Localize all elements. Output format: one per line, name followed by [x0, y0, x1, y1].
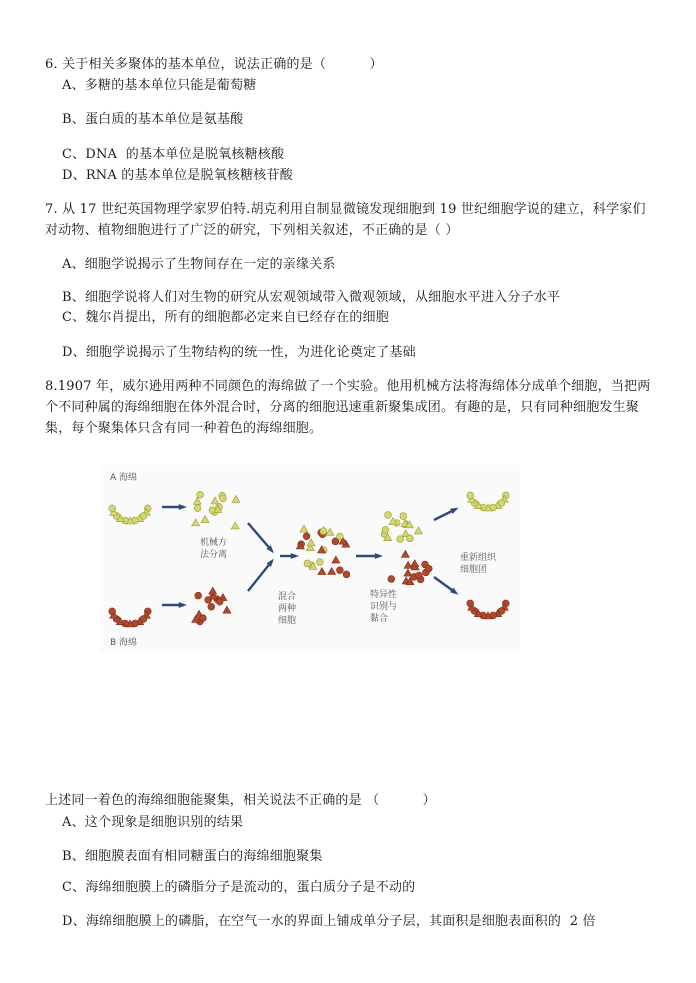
q7-option-c: C、魏尔肖提出，所有的细胞都必定来自已经存在的细胞 — [62, 310, 389, 325]
step2-label-line1: 混合 — [278, 592, 297, 602]
aggregating-b-cell — [416, 572, 423, 579]
step3-label-line2: 识别与 — [370, 602, 398, 612]
step3-label-line3: 黏合 — [370, 614, 389, 624]
q8-option-b: B、细胞膜表面有相同糖蛋白的海绵细胞聚集 — [62, 849, 323, 864]
q7-stem-line1: 7. 从 17 世纪英国物理学家罗伯特.胡克利用自制显微镜发现细胞到 19 世纪细胞学说的建立，科学家们 — [45, 202, 646, 217]
mixed-cell — [303, 533, 310, 540]
separated-b-cell — [208, 603, 215, 610]
aggregating-a-cell — [407, 535, 414, 542]
reformed-b-cell — [467, 600, 474, 607]
mixed-cell — [304, 560, 311, 567]
mixed-cell — [336, 533, 343, 540]
label-sponge-a: A 海绵 — [110, 473, 138, 483]
sponge-b-cell — [109, 608, 116, 615]
mixed-cell — [336, 567, 343, 574]
separated-b-cell — [195, 592, 202, 599]
q6-option-a: A、多糖的基本单位只能是葡萄糖 — [62, 78, 257, 93]
q8-stem-line3: 集，每个聚集体只含有同一种着色的海绵细胞。 — [45, 421, 323, 436]
aggregating-b-cell — [388, 576, 395, 583]
separated-b-cell — [216, 598, 223, 605]
label-sponge-b: B 海绵 — [110, 638, 138, 648]
mixed-cell — [320, 528, 327, 535]
step2-label-line2: 两种 — [278, 604, 297, 614]
q8-stem-line2: 个不同种属的海绵细胞在体外混合时，分离的细胞迅速重新聚集成团。有趣的是，只有同种细胞发生聚 — [45, 400, 640, 415]
step2-label-line3: 细胞 — [278, 616, 297, 626]
q7-option-d: D、细胞学说揭示了生物结构的统一性，为进化论奠定了基础 — [62, 345, 416, 360]
q6-option-d: D、RNA 的基本单位是脱氧核糖核苷酸 — [62, 168, 293, 183]
mixed-cell — [343, 571, 350, 578]
q6-stem: 6. 关于相关多聚体的基本单位，说法正确的是（ ） — [45, 57, 383, 72]
aggregating-a-cell — [400, 513, 407, 520]
q8-stem-line1: 8.1907 年，威尔逊用两种不同颜色的海绵做了一个实验。他用机械方法将海绵体分成单个细胞，当把两 — [45, 379, 651, 394]
separated-a-cell — [194, 505, 201, 512]
q6-option-c: C、DNA 的基本单位是脱氧核糖核酸 — [62, 147, 285, 162]
q6-option-b: B、蛋白质的基本单位是氨基酸 — [62, 112, 244, 127]
step1-label-line1: 机械方 — [200, 538, 228, 548]
step1-label-line2: 法分离 — [200, 550, 228, 560]
sponge-a-cell — [109, 505, 116, 512]
reformed-a-cell — [467, 492, 474, 499]
aggregating-a-cell — [397, 536, 404, 543]
separated-b-cell — [200, 615, 207, 622]
aggregating-a-cell — [382, 526, 389, 533]
q8-option-a: A、这个现象是细胞识别的结果 — [62, 815, 244, 830]
separated-a-cell — [197, 491, 204, 498]
diagram-background — [100, 465, 520, 651]
sponge-aggregation-diagram — [100, 465, 520, 651]
step4-label-line2: 细胞团 — [460, 565, 488, 575]
q8-question: 上述同一着色的海绵细胞能聚集，相关说法不正确的是 （ ） — [45, 793, 436, 808]
step3-label-line1: 特异性 — [370, 590, 398, 600]
q7-option-a: A、细胞学说揭示了生物间存在一定的亲缘关系 — [62, 257, 336, 272]
aggregating-b-cell — [425, 565, 432, 572]
step4-label-line1: 重新组织 — [460, 553, 497, 563]
separated-a-cell — [220, 495, 227, 502]
mixed-cell — [316, 559, 323, 566]
aggregating-a-cell — [385, 512, 392, 519]
q8-option-c: C、海绵细胞膜上的磷脂分子是流动的，蛋白质分子是不动的 — [62, 880, 416, 895]
q8-option-d: D、海绵细胞膜上的磷脂，在空气一水的界面上铺成单分子层，其面积是细胞表面积的 2 倍 — [62, 914, 596, 929]
q7-stem-line2: 对动物、植物细胞进行了广泛的研究，下列相关叙述，不正确的是（ ） — [45, 223, 459, 238]
q7-option-b: B、细胞学说将人们对生物的研究从宏观领域带入微观领域，从细胞水平进入分子水平 — [62, 290, 561, 305]
